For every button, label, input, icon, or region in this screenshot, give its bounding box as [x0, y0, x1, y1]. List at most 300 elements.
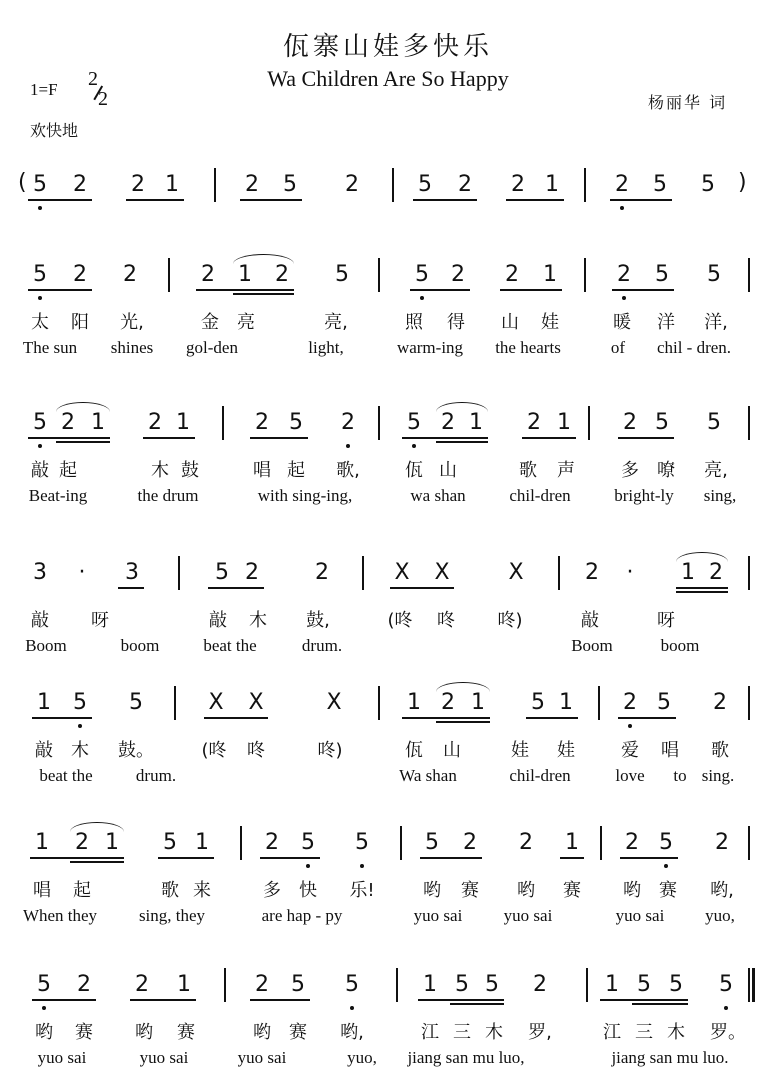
note: 2 — [713, 690, 727, 715]
underline-beam — [32, 999, 96, 1001]
underline-beam — [196, 289, 294, 291]
lyric-en: Wa shan — [399, 766, 457, 785]
lyric-cn: 哟 — [423, 880, 441, 901]
underline-beam — [526, 717, 578, 719]
lyric-cn: 鼓。 — [118, 740, 154, 761]
lyric-en: of — [610, 338, 626, 357]
barline — [748, 686, 750, 720]
lyric-cn: 木 — [71, 740, 89, 761]
lyric-cn: 罗, — [528, 1022, 552, 1043]
underline-beam-2 — [450, 1003, 504, 1005]
lyric-cn: 乐! — [349, 880, 375, 901]
lyric-en: sing, they — [138, 906, 206, 925]
lyric-cn: 洋 — [657, 312, 675, 333]
underline-beam-2 — [56, 441, 110, 443]
note: 2 — [623, 690, 637, 715]
key-signature: 1=F — [30, 80, 58, 99]
note: 2 — [441, 410, 455, 435]
lyric-en: yuo, — [347, 1048, 377, 1067]
underline-beam — [28, 437, 110, 439]
low-octave-dot — [38, 206, 42, 210]
lyric-cn: 敲 — [31, 460, 49, 481]
barline — [378, 686, 380, 720]
note: · — [78, 560, 86, 585]
note: 2 — [245, 172, 259, 197]
barline — [748, 258, 750, 292]
lyric-cn: 哟 — [253, 1022, 271, 1043]
note: 2 — [77, 972, 91, 997]
note: 5 — [659, 830, 673, 855]
slur — [436, 402, 488, 412]
underline-beam — [500, 289, 562, 291]
slur — [233, 254, 294, 264]
lyric-cn: 呀 — [91, 610, 109, 631]
note: 5 — [485, 972, 499, 997]
lyric-en: beat the — [39, 766, 93, 785]
note: 5 — [707, 262, 721, 287]
lyric-cn: 木 — [151, 460, 169, 481]
underline-beam — [506, 199, 564, 201]
lyric-cn: 起 — [73, 880, 91, 901]
lyric-en: sing, — [703, 486, 737, 505]
note: 1 — [176, 410, 190, 435]
note: 2 — [73, 262, 87, 287]
lyric-cn: 敲 — [31, 610, 49, 631]
lyric-en: chil - dren. — [656, 338, 732, 357]
underline-beam — [143, 437, 195, 439]
lyric-cn: 歌 — [711, 740, 729, 761]
note: 5 — [719, 972, 733, 997]
note: 5 — [415, 262, 429, 287]
lyric-cn: 木 — [485, 1022, 503, 1043]
lyric-cn: 哟, — [710, 880, 734, 901]
note: 2 — [585, 560, 599, 585]
note: 2 — [625, 830, 639, 855]
note: X — [508, 560, 524, 585]
lyric-cn: 咚) — [497, 610, 523, 631]
note: 1 — [165, 172, 179, 197]
lyric-cn: 金 — [201, 312, 219, 333]
lyric-cn: 起 — [59, 460, 77, 481]
note: 1 — [681, 560, 695, 585]
note: · — [626, 560, 634, 585]
title-chinese: 佤寨山娃多快乐 — [282, 32, 493, 62]
barline — [240, 826, 242, 860]
note: 2 — [458, 172, 472, 197]
lyric-en: sing. — [701, 766, 735, 785]
lyric-cn: 亮, — [704, 460, 728, 481]
lyric-cn: 唱 — [253, 460, 271, 481]
note: 3 — [125, 560, 139, 585]
note: 5 — [33, 410, 47, 435]
note: 2 — [275, 262, 289, 287]
lyric-cn: 山 — [501, 312, 519, 333]
lyric-en: Boom — [571, 636, 613, 655]
note: 2 — [709, 560, 723, 585]
underline-beam — [158, 857, 214, 859]
note: 5 — [655, 410, 669, 435]
note: 1 — [423, 972, 437, 997]
underline-beam — [126, 199, 184, 201]
note: 2 — [519, 830, 533, 855]
note: X — [248, 690, 264, 715]
lyric-cn: 赛 — [659, 880, 677, 901]
underline-beam-2 — [632, 1003, 688, 1005]
lyric-en: yuo sai — [237, 1048, 287, 1067]
note: 2 — [511, 172, 525, 197]
lyric-cn: 木 — [667, 1022, 685, 1043]
note: 1 — [559, 690, 573, 715]
meter-numerator: 2 — [88, 68, 98, 90]
lyric-cn: 赛 — [563, 880, 581, 901]
lyric-cn: 哟 — [35, 1022, 53, 1043]
lyric-en: chil-dren — [509, 486, 571, 505]
lyric-cn: 赛 — [289, 1022, 307, 1043]
lyric-cn: 赛 — [75, 1022, 93, 1043]
note: 2 — [505, 262, 519, 287]
note: 3 — [33, 560, 47, 585]
note: 5 — [289, 410, 303, 435]
slur — [56, 402, 110, 412]
underline-beam — [620, 857, 678, 859]
underline-beam — [402, 717, 490, 719]
lyric-cn: 娃 — [511, 740, 529, 761]
lyric-en: boom — [660, 636, 700, 655]
note: 2 — [255, 972, 269, 997]
underline-beam — [208, 587, 264, 589]
note: 1 — [469, 410, 483, 435]
underline-beam — [28, 199, 92, 201]
lyric-cn: 木 — [249, 610, 267, 631]
lyric-cn: 赛 — [177, 1022, 195, 1043]
lyric-cn: 来 — [193, 880, 211, 901]
lyric-cn: 哟 — [517, 880, 535, 901]
note: 5 — [345, 972, 359, 997]
note: 1 — [565, 830, 579, 855]
lyric-cn: 唱 — [33, 880, 51, 901]
lyric-en: the hearts — [495, 338, 561, 357]
underline-beam — [610, 199, 672, 201]
low-octave-dot — [78, 724, 82, 728]
underline-beam — [413, 199, 477, 201]
note: 5 — [355, 830, 369, 855]
barline — [558, 556, 560, 590]
lyric-cn: 山 — [443, 740, 461, 761]
note: 2 — [715, 830, 729, 855]
lyric-en: shines — [110, 338, 154, 357]
lyric-cn: 光, — [120, 312, 144, 333]
lyric-en: drum. — [301, 636, 343, 655]
lyric-cn: 江 — [603, 1022, 621, 1043]
barline — [400, 826, 402, 860]
lyric-cn: 娃 — [557, 740, 575, 761]
time-signature — [84, 68, 114, 112]
lyric-cn: 鼓 — [181, 460, 199, 481]
underline-beam — [32, 717, 92, 719]
note: 1 — [195, 830, 209, 855]
barline — [600, 826, 602, 860]
note: 2 — [135, 972, 149, 997]
lyric-cn: 咚 — [247, 740, 265, 761]
lyric-en: gol-den — [186, 338, 238, 357]
lyric-cn: 歌 — [161, 880, 179, 901]
note: 5 — [73, 690, 87, 715]
underline-beam — [420, 857, 482, 859]
note: 2 — [315, 560, 329, 585]
lyric-en: bright-ly — [614, 486, 674, 505]
lyric-en: Beat-ing — [28, 486, 88, 505]
low-octave-dot — [306, 864, 310, 868]
lyric-cn: 呀 — [657, 610, 675, 631]
lyric-cn: 歌 — [519, 460, 537, 481]
barline — [396, 968, 398, 1002]
note: 1 — [543, 262, 557, 287]
note: 5 — [653, 172, 667, 197]
barline — [392, 168, 394, 202]
note: 5 — [33, 262, 47, 287]
underline-beam — [600, 999, 688, 1001]
note: 5 — [215, 560, 229, 585]
underline-beam — [618, 717, 676, 719]
low-octave-dot — [350, 1006, 354, 1010]
lyric-cn: 快 — [299, 880, 317, 901]
lyric-en: with sing-ing, — [257, 486, 353, 505]
lyric-cn: 敲 — [35, 740, 53, 761]
note: 2 — [148, 410, 162, 435]
note: 5 — [657, 690, 671, 715]
lyric-cn: 娃 — [541, 312, 559, 333]
underline-beam — [402, 437, 488, 439]
lyric-en: jiang san mu luo, — [407, 1048, 525, 1067]
note: 1 — [35, 830, 49, 855]
lyric-en: Boom — [25, 636, 67, 655]
note: 2 — [345, 172, 359, 197]
underline-beam — [240, 199, 302, 201]
barline — [362, 556, 364, 590]
meter-denominator: 2 — [98, 88, 108, 110]
underline-beam — [30, 857, 124, 859]
final-barline — [752, 968, 755, 1002]
barline — [378, 258, 380, 292]
lyric-cn: 照 — [405, 312, 423, 333]
note: 1 — [177, 972, 191, 997]
note: 1 — [91, 410, 105, 435]
lyric-en: to — [673, 766, 687, 785]
slur — [70, 822, 124, 832]
barline — [598, 686, 600, 720]
note: 5 — [531, 690, 545, 715]
note: 5 — [425, 830, 439, 855]
lyric-en: chil-dren — [509, 766, 571, 785]
note: 5 — [283, 172, 297, 197]
note: X — [208, 690, 224, 715]
barline — [378, 406, 380, 440]
low-octave-dot — [38, 444, 42, 448]
lyric-en: yuo sai — [503, 906, 553, 925]
note: 2 — [73, 172, 87, 197]
low-octave-dot — [346, 444, 350, 448]
note: 1 — [545, 172, 559, 197]
note: 5 — [407, 410, 421, 435]
note: 5 — [301, 830, 315, 855]
underline-beam — [250, 437, 308, 439]
note: 5 — [701, 172, 715, 197]
note: 1 — [105, 830, 119, 855]
lyric-cn: 洋, — [704, 312, 728, 333]
note: 2 — [527, 410, 541, 435]
lyric-cn: 咚 — [437, 610, 455, 631]
lyric-cn: 得 — [447, 312, 465, 333]
barline — [168, 258, 170, 292]
low-octave-dot — [628, 724, 632, 728]
lyric-en: love — [615, 766, 645, 785]
lyric-cn: 哟 — [623, 880, 641, 901]
note: 2 — [201, 262, 215, 287]
note: 2 — [75, 830, 89, 855]
note: 5 — [455, 972, 469, 997]
lyric-cn: 敲 — [209, 610, 227, 631]
barline — [222, 406, 224, 440]
note: 1 — [605, 972, 619, 997]
underline-beam — [130, 999, 196, 1001]
underline-beam — [560, 857, 584, 859]
low-octave-dot — [622, 296, 626, 300]
lyric-cn: 阳 — [71, 312, 89, 333]
lyric-en: jiang san mu luo. — [611, 1048, 729, 1067]
note: 2 — [533, 972, 547, 997]
lyric-cn: 哟, — [340, 1022, 364, 1043]
underline-beam — [676, 587, 728, 589]
slur — [676, 552, 728, 562]
underline-beam — [118, 587, 144, 589]
note: 5 — [655, 262, 669, 287]
lyric-cn: 罗。 — [710, 1022, 746, 1043]
note: X — [434, 560, 450, 585]
note: 5 — [37, 972, 51, 997]
underline-beam — [522, 437, 576, 439]
note: 2 — [617, 262, 631, 287]
note: 5 — [335, 262, 349, 287]
note: 1 — [37, 690, 51, 715]
underline-beam-2 — [436, 721, 490, 723]
lyric-cn: 声 — [557, 460, 575, 481]
title-english: Wa Children Are So Happy — [267, 66, 509, 91]
lyric-cn: 亮, — [324, 312, 348, 333]
note: 1 — [557, 410, 571, 435]
note: 5 — [163, 830, 177, 855]
lyric-cn: 哟 — [135, 1022, 153, 1043]
lyric-en: light, — [308, 338, 344, 357]
lyric-en: boom — [120, 636, 160, 655]
note: 5 — [707, 410, 721, 435]
underline-beam — [204, 717, 268, 719]
barline — [748, 968, 750, 1002]
low-octave-dot — [42, 1006, 46, 1010]
barline — [748, 556, 750, 590]
lyric-cn: 歌, — [336, 460, 360, 481]
lyric-en: yuo, — [705, 906, 735, 925]
barline — [174, 686, 176, 720]
lyric-cn: 多 — [621, 460, 639, 481]
lyric-en: beat the — [203, 636, 257, 655]
underline-beam-2 — [70, 861, 124, 863]
lyric-en: warm-ing — [396, 338, 464, 357]
note: 2 — [255, 410, 269, 435]
note: X — [326, 690, 342, 715]
note: 2 — [441, 690, 455, 715]
low-octave-dot — [724, 1006, 728, 1010]
lyric-cn: 太 — [31, 312, 49, 333]
barline — [584, 168, 586, 202]
barline — [178, 556, 180, 590]
barline — [584, 258, 586, 292]
note: 5 — [33, 172, 47, 197]
low-octave-dot — [664, 864, 668, 868]
lyric-cn: 唱 — [661, 740, 679, 761]
lyric-cn: 三 — [635, 1022, 653, 1043]
lyric-cn: 三 — [453, 1022, 471, 1043]
lyric-cn: (咚 — [387, 610, 413, 631]
note: 2 — [451, 262, 465, 287]
note: 2 — [463, 830, 477, 855]
lyric-en: are hap - py — [261, 906, 343, 925]
underline-beam-2 — [676, 591, 728, 593]
underline-beam — [410, 289, 470, 291]
note: 2 — [615, 172, 629, 197]
note: 1 — [238, 262, 252, 287]
note: 2 — [245, 560, 259, 585]
underline-beam — [28, 289, 92, 291]
underline-beam-2 — [436, 441, 488, 443]
lyric-en: wa shan — [410, 486, 466, 505]
low-octave-dot — [360, 864, 364, 868]
tempo-marking: 欢快地 — [30, 121, 79, 140]
low-octave-dot — [412, 444, 416, 448]
lyric-cn: 江 — [421, 1022, 439, 1043]
lyric-cn: 鼓, — [306, 610, 330, 631]
note: 1 — [471, 690, 485, 715]
lyric-cn: 赛 — [461, 880, 479, 901]
lyric-cn: 嘹 — [657, 460, 675, 481]
barline — [748, 826, 750, 860]
note: X — [394, 560, 410, 585]
lyric-cn: 多 — [263, 880, 281, 901]
underline-beam — [618, 437, 674, 439]
barline — [586, 968, 588, 1002]
underline-beam — [612, 289, 674, 291]
lyric-cn: 暖 — [613, 312, 631, 333]
lyric-cn: 起 — [287, 460, 305, 481]
barline — [224, 968, 226, 1002]
note: 5 — [291, 972, 305, 997]
lyric-en: The sun — [22, 338, 78, 357]
underline-beam — [250, 999, 310, 1001]
open-paren: ( — [18, 170, 27, 195]
note: 2 — [123, 262, 137, 287]
close-paren: ) — [738, 170, 747, 195]
note: 5 — [418, 172, 432, 197]
barline — [748, 406, 750, 440]
note: 5 — [637, 972, 651, 997]
underline-beam — [390, 587, 454, 589]
lyric-en: yuo sai — [37, 1048, 87, 1067]
lyric-cn: 亮 — [237, 312, 255, 333]
lyric-cn: 佤 — [405, 740, 423, 761]
note: 2 — [131, 172, 145, 197]
note: 1 — [407, 690, 421, 715]
lyric-en: yuo sai — [615, 906, 665, 925]
underline-beam — [418, 999, 504, 1001]
